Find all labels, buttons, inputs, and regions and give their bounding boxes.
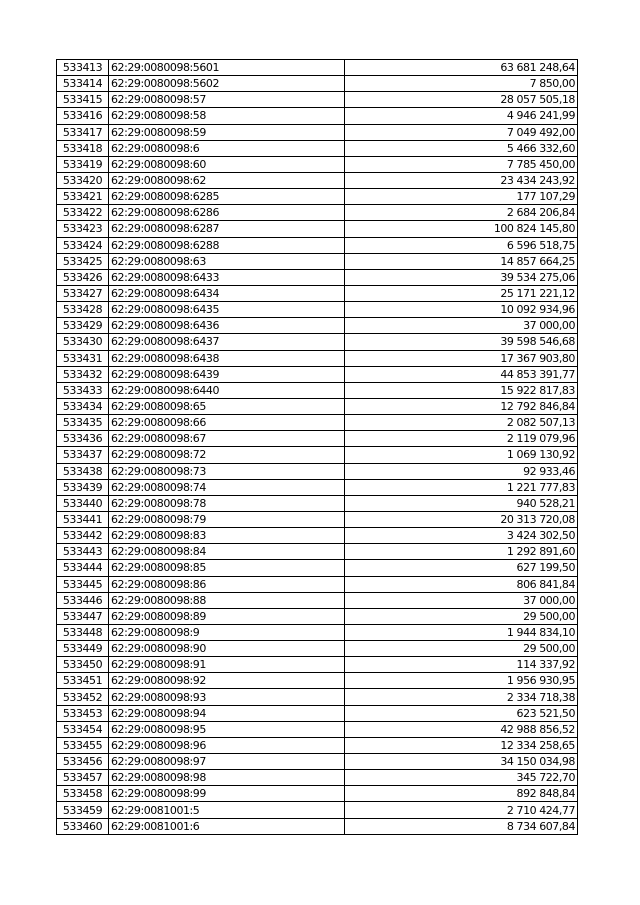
table-row bbox=[57, 205, 578, 221]
cadastral-value-cell: 4 946 241,99 bbox=[345, 108, 578, 124]
table-row bbox=[57, 463, 578, 479]
table-row bbox=[57, 140, 578, 156]
cadastral-value-cell: 7 785 450,00 bbox=[345, 156, 578, 172]
cadastral-number-cell: 62:29:0080098:95 bbox=[109, 721, 345, 737]
cadastral-number-cell: 62:29:0080098:5602 bbox=[109, 76, 345, 92]
row-number-cell: 533420 bbox=[57, 172, 109, 188]
cadastral-number-cell: 62:29:0080098:9 bbox=[109, 624, 345, 640]
table-row bbox=[57, 269, 578, 285]
cadastral-number-cell: 62:29:0080098:60 bbox=[109, 156, 345, 172]
cadastral-number-cell: 62:29:0080098:6287 bbox=[109, 221, 345, 237]
row-number-cell: 533418 bbox=[57, 140, 109, 156]
table-row bbox=[57, 528, 578, 544]
cadastral-number-cell: 62:29:0080098:6437 bbox=[109, 334, 345, 350]
cadastral-value-cell: 12 792 846,84 bbox=[345, 398, 578, 414]
table-row bbox=[57, 253, 578, 269]
cadastral-number-cell: 62:29:0080098:92 bbox=[109, 673, 345, 689]
table-row bbox=[57, 705, 578, 721]
row-number-cell: 533452 bbox=[57, 689, 109, 705]
cadastral-number-cell: 62:29:0081001:6 bbox=[109, 818, 345, 834]
cadastral-value-cell: 345 722,70 bbox=[345, 770, 578, 786]
row-number-cell: 533425 bbox=[57, 253, 109, 269]
row-number-cell: 533429 bbox=[57, 318, 109, 334]
cadastral-value-cell: 10 092 934,96 bbox=[345, 302, 578, 318]
cadastral-value-cell: 177 107,29 bbox=[345, 189, 578, 205]
cadastral-number-cell: 62:29:0080098:94 bbox=[109, 705, 345, 721]
row-number-cell: 533422 bbox=[57, 205, 109, 221]
cadastral-value-cell: 3 424 302,50 bbox=[345, 528, 578, 544]
table-row bbox=[57, 737, 578, 753]
table-row bbox=[57, 92, 578, 108]
table-row bbox=[57, 172, 578, 188]
cadastral-value-cell: 1 956 930,95 bbox=[345, 673, 578, 689]
cadastral-value-cell: 20 313 720,08 bbox=[345, 511, 578, 527]
table-body bbox=[57, 60, 578, 835]
cadastral-number-cell: 62:29:0080098:98 bbox=[109, 770, 345, 786]
cadastral-number-cell: 62:29:0080098:78 bbox=[109, 495, 345, 511]
row-number-cell: 533447 bbox=[57, 608, 109, 624]
cadastral-value-cell: 34 150 034,98 bbox=[345, 754, 578, 770]
row-number-cell: 533413 bbox=[57, 60, 109, 76]
row-number-cell: 533451 bbox=[57, 673, 109, 689]
cadastral-value-cell: 1 221 777,83 bbox=[345, 479, 578, 495]
row-number-cell: 533442 bbox=[57, 528, 109, 544]
cadastral-number-cell: 62:29:0080098:58 bbox=[109, 108, 345, 124]
table-row bbox=[57, 721, 578, 737]
row-number-cell: 533444 bbox=[57, 560, 109, 576]
cadastral-value-cell: 2 710 424,77 bbox=[345, 802, 578, 818]
table-row bbox=[57, 689, 578, 705]
row-number-cell: 533427 bbox=[57, 285, 109, 301]
row-number-cell: 533431 bbox=[57, 350, 109, 366]
cadastral-number-cell: 62:29:0080098:89 bbox=[109, 608, 345, 624]
cadastral-value-cell: 63 681 248,64 bbox=[345, 60, 578, 76]
cadastral-value-cell: 100 824 145,80 bbox=[345, 221, 578, 237]
cadastral-number-cell: 62:29:0080098:6440 bbox=[109, 382, 345, 398]
table-row bbox=[57, 366, 578, 382]
cadastral-value-cell: 42 988 856,52 bbox=[345, 721, 578, 737]
table-row bbox=[57, 657, 578, 673]
row-number-cell: 533436 bbox=[57, 431, 109, 447]
cadastral-number-cell: 62:29:0080098:6436 bbox=[109, 318, 345, 334]
cadastral-number-cell: 62:29:0080098:66 bbox=[109, 415, 345, 431]
cadastral-value-cell: 627 199,50 bbox=[345, 560, 578, 576]
cadastral-value-cell: 14 857 664,25 bbox=[345, 253, 578, 269]
table-row bbox=[57, 76, 578, 92]
cadastral-number-cell: 62:29:0080098:6288 bbox=[109, 237, 345, 253]
cadastral-number-cell: 62:29:0080098:6286 bbox=[109, 205, 345, 221]
cadastral-value-cell: 5 466 332,60 bbox=[345, 140, 578, 156]
row-number-cell: 533443 bbox=[57, 544, 109, 560]
row-number-cell: 533449 bbox=[57, 641, 109, 657]
cadastral-value-cell: 92 933,46 bbox=[345, 463, 578, 479]
table-row bbox=[57, 285, 578, 301]
row-number-cell: 533433 bbox=[57, 382, 109, 398]
cadastral-number-cell: 62:29:0080098:6285 bbox=[109, 189, 345, 205]
cadastral-number-cell: 62:29:0080098:5601 bbox=[109, 60, 345, 76]
table-row bbox=[57, 495, 578, 511]
cadastral-number-cell: 62:29:0080098:65 bbox=[109, 398, 345, 414]
table-row bbox=[57, 754, 578, 770]
table-row bbox=[57, 511, 578, 527]
table-row bbox=[57, 576, 578, 592]
row-number-cell: 533440 bbox=[57, 495, 109, 511]
cadastral-number-cell: 62:29:0080098:83 bbox=[109, 528, 345, 544]
row-number-cell: 533439 bbox=[57, 479, 109, 495]
cadastral-number-cell: 62:29:0080098:88 bbox=[109, 592, 345, 608]
table-row bbox=[57, 415, 578, 431]
table-row bbox=[57, 334, 578, 350]
table-row bbox=[57, 479, 578, 495]
cadastral-value-cell: 23 434 243,92 bbox=[345, 172, 578, 188]
row-number-cell: 533434 bbox=[57, 398, 109, 414]
table-row bbox=[57, 221, 578, 237]
cadastral-value-cell: 2 684 206,84 bbox=[345, 205, 578, 221]
table-row bbox=[57, 624, 578, 640]
cadastral-number-cell: 62:29:0080098:96 bbox=[109, 737, 345, 753]
cadastral-number-cell: 62:29:0080098:86 bbox=[109, 576, 345, 592]
table-row bbox=[57, 802, 578, 818]
cadastral-number-cell: 62:29:0080098:6 bbox=[109, 140, 345, 156]
cadastral-value-cell: 6 596 518,75 bbox=[345, 237, 578, 253]
table-row bbox=[57, 592, 578, 608]
cadastral-number-cell: 62:29:0080098:6434 bbox=[109, 285, 345, 301]
row-number-cell: 533426 bbox=[57, 269, 109, 285]
cadastral-value-cell: 15 922 817,83 bbox=[345, 382, 578, 398]
table-row bbox=[57, 156, 578, 172]
cadastral-number-cell: 62:29:0080098:97 bbox=[109, 754, 345, 770]
cadastral-number-cell: 62:29:0080098:93 bbox=[109, 689, 345, 705]
cadastral-value-table bbox=[56, 59, 578, 835]
table-row bbox=[57, 237, 578, 253]
cadastral-value-cell: 806 841,84 bbox=[345, 576, 578, 592]
cadastral-value-cell: 7 850,00 bbox=[345, 76, 578, 92]
cadastral-number-cell: 62:29:0080098:99 bbox=[109, 786, 345, 802]
table-row bbox=[57, 431, 578, 447]
table-row bbox=[57, 398, 578, 414]
row-number-cell: 533416 bbox=[57, 108, 109, 124]
cadastral-value-cell: 114 337,92 bbox=[345, 657, 578, 673]
table-row bbox=[57, 124, 578, 140]
cadastral-number-cell: 62:29:0080098:67 bbox=[109, 431, 345, 447]
cadastral-value-cell: 1 069 130,92 bbox=[345, 447, 578, 463]
table-row bbox=[57, 302, 578, 318]
row-number-cell: 533450 bbox=[57, 657, 109, 673]
cadastral-value-cell: 12 334 258,65 bbox=[345, 737, 578, 753]
cadastral-value-cell: 25 171 221,12 bbox=[345, 285, 578, 301]
table-row bbox=[57, 318, 578, 334]
cadastral-value-cell: 29 500,00 bbox=[345, 608, 578, 624]
cadastral-number-cell: 62:29:0080098:73 bbox=[109, 463, 345, 479]
cadastral-value-cell: 940 528,21 bbox=[345, 495, 578, 511]
cadastral-number-cell: 62:29:0080098:84 bbox=[109, 544, 345, 560]
table-row bbox=[57, 641, 578, 657]
table-row bbox=[57, 560, 578, 576]
table-row bbox=[57, 108, 578, 124]
table-row bbox=[57, 608, 578, 624]
row-number-cell: 533419 bbox=[57, 156, 109, 172]
cadastral-value-cell: 37 000,00 bbox=[345, 592, 578, 608]
cadastral-value-cell: 1 292 891,60 bbox=[345, 544, 578, 560]
cadastral-value-cell: 623 521,50 bbox=[345, 705, 578, 721]
cadastral-value-cell: 44 853 391,77 bbox=[345, 366, 578, 382]
cadastral-number-cell: 62:29:0080098:63 bbox=[109, 253, 345, 269]
cadastral-number-cell: 62:29:0080098:79 bbox=[109, 511, 345, 527]
table-row bbox=[57, 786, 578, 802]
row-number-cell: 533415 bbox=[57, 92, 109, 108]
row-number-cell: 533446 bbox=[57, 592, 109, 608]
cadastral-number-cell: 62:29:0080098:90 bbox=[109, 641, 345, 657]
row-number-cell: 533435 bbox=[57, 415, 109, 431]
table-row bbox=[57, 382, 578, 398]
table-row bbox=[57, 60, 578, 76]
cadastral-value-cell: 17 367 903,80 bbox=[345, 350, 578, 366]
cadastral-value-cell: 8 734 607,84 bbox=[345, 818, 578, 834]
row-number-cell: 533417 bbox=[57, 124, 109, 140]
cadastral-number-cell: 62:29:0080098:85 bbox=[109, 560, 345, 576]
cadastral-value-cell: 29 500,00 bbox=[345, 641, 578, 657]
row-number-cell: 533445 bbox=[57, 576, 109, 592]
cadastral-value-cell: 39 534 275,06 bbox=[345, 269, 578, 285]
row-number-cell: 533459 bbox=[57, 802, 109, 818]
row-number-cell: 533454 bbox=[57, 721, 109, 737]
table-row bbox=[57, 770, 578, 786]
row-number-cell: 533456 bbox=[57, 754, 109, 770]
cadastral-number-cell: 62:29:0080098:6435 bbox=[109, 302, 345, 318]
cadastral-value-cell: 2 082 507,13 bbox=[345, 415, 578, 431]
row-number-cell: 533458 bbox=[57, 786, 109, 802]
cadastral-number-cell: 62:29:0080098:59 bbox=[109, 124, 345, 140]
table-row bbox=[57, 673, 578, 689]
table-row bbox=[57, 189, 578, 205]
row-number-cell: 533432 bbox=[57, 366, 109, 382]
cadastral-number-cell: 62:29:0080098:74 bbox=[109, 479, 345, 495]
cadastral-number-cell: 62:29:0080098:62 bbox=[109, 172, 345, 188]
row-number-cell: 533421 bbox=[57, 189, 109, 205]
cadastral-number-cell: 62:29:0080098:6438 bbox=[109, 350, 345, 366]
row-number-cell: 533448 bbox=[57, 624, 109, 640]
cadastral-value-cell: 7 049 492,00 bbox=[345, 124, 578, 140]
row-number-cell: 533414 bbox=[57, 76, 109, 92]
cadastral-number-cell: 62:29:0080098:57 bbox=[109, 92, 345, 108]
cadastral-value-cell: 39 598 546,68 bbox=[345, 334, 578, 350]
row-number-cell: 533460 bbox=[57, 818, 109, 834]
cadastral-number-cell: 62:29:0080098:6433 bbox=[109, 269, 345, 285]
table-row bbox=[57, 350, 578, 366]
row-number-cell: 533428 bbox=[57, 302, 109, 318]
table-row bbox=[57, 544, 578, 560]
cadastral-number-cell: 62:29:0080098:6439 bbox=[109, 366, 345, 382]
table-row bbox=[57, 818, 578, 834]
row-number-cell: 533437 bbox=[57, 447, 109, 463]
cadastral-value-cell: 28 057 505,18 bbox=[345, 92, 578, 108]
row-number-cell: 533457 bbox=[57, 770, 109, 786]
row-number-cell: 533423 bbox=[57, 221, 109, 237]
cadastral-number-cell: 62:29:0081001:5 bbox=[109, 802, 345, 818]
cadastral-value-cell: 2 119 079,96 bbox=[345, 431, 578, 447]
row-number-cell: 533455 bbox=[57, 737, 109, 753]
cadastral-value-cell: 1 944 834,10 bbox=[345, 624, 578, 640]
row-number-cell: 533424 bbox=[57, 237, 109, 253]
cadastral-number-cell: 62:29:0080098:91 bbox=[109, 657, 345, 673]
table-row bbox=[57, 447, 578, 463]
row-number-cell: 533438 bbox=[57, 463, 109, 479]
cadastral-value-cell: 892 848,84 bbox=[345, 786, 578, 802]
cadastral-number-cell: 62:29:0080098:72 bbox=[109, 447, 345, 463]
row-number-cell: 533441 bbox=[57, 511, 109, 527]
cadastral-value-cell: 2 334 718,38 bbox=[345, 689, 578, 705]
row-number-cell: 533430 bbox=[57, 334, 109, 350]
row-number-cell: 533453 bbox=[57, 705, 109, 721]
cadastral-value-cell: 37 000,00 bbox=[345, 318, 578, 334]
